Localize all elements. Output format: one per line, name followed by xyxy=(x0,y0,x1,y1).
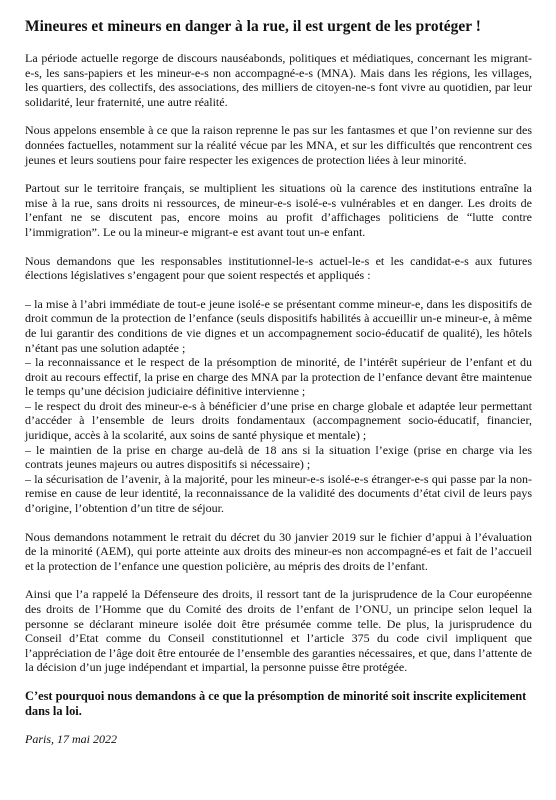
document-title: Mineures et mineurs en danger à la rue, il est urgent de les protéger ! xyxy=(25,18,481,35)
paragraph-demand-intro: Nous demandons que les responsables institutionnel-le-s actuel-le-s et les candidat-e-s aux futures élections législatives s’engagent pour que soient respectés et appliqués : xyxy=(25,253,532,283)
paragraph-appeal: Nous appelons ensemble à ce que la raison reprenne le pas sur les fantasmes et que l’on revienne sur des données factuelles, notamment sur la réalité vécue par les MNA, et sur les difficultés que rencontrent ces jeunes et leurs soutiens pour faire respecter les exigences de protection liées à leur minorité. xyxy=(25,123,532,167)
demands-list xyxy=(25,297,532,516)
demand-item-after-18: – le maintien de la prise en charge au-delà de 18 ans si la situation l’exige (prise en charge via les contrats jeunes majeurs ou autres dispositifs si nécessaire) ; xyxy=(25,442,532,472)
demand-item-presumption: – la reconnaissance et le respect de la présomption de minorité, de l’intérêt supérieur de l’enfant et du droit au recours effectif, la prise en charge des MNA par la protection de l’enfance devant être maintenue le temps qu’une décision judiciaire définitive intervienne ; xyxy=(25,355,532,399)
closing-statement: C’est pourquoi nous demandons à ce que la présomption de minorité soit inscrite explicitement dans la loi. xyxy=(25,688,527,718)
paragraph-jurisprudence: Ainsi que l’a rappelé la Défenseure des droits, il ressort tant de la jurisprudence de la Cour européenne des droits de l’Homme que du Comité des droits de l’enfant de l’ONU, un principe selon lequel la personne se déclarant mineure isolée doit être présumée comme telle. De plus, la jurisprudence du Conseil d’Etat comme du Conseil constitutionnel et l’article 375 du code civil impliquent que l’appréciation de l’âge doit être entourée de l’ensemble des garanties nécessaires, et que, dans l’attente de la décision d’un juge indépendant et impartial, la personne puisse être protégée. xyxy=(25,587,532,675)
signoff-place-date: Paris, 17 mai 2022 xyxy=(25,731,118,746)
paragraph-territory: Partout sur le territoire français, se multiplient les situations où la carence des institutions entraîne la mise à la rue, sans droits ni ressources, de mineur-e-s isolé-e-s vulnérables et en danger. Les droits de l’enfant ne se discutent pas, encore moins au profit d’affichages politiciens de “lutte contre l’immigration”. Le ou la mineur-e migrant-e est avant tout un-e enfant. xyxy=(25,181,532,239)
demand-item-global-care: – le respect du droit des mineur-e-s à bénéficier d’une prise en charge globale et adaptée leur permettant d’accéder à l’ensemble de leurs droits fondamentaux (accompagnement socio-éducatif, financier, juridique, accès à la scolarité, aux soins de santé physique et mentale) ; xyxy=(25,398,532,443)
demand-item-shelter: – la mise à l’abri immédiate de tout-e jeune isolé-e se présentant comme mineur-e, dans les dispositifs de droit commun de la protection de l’enfance (seuls dispositifs habilités à accueillir un-e mineur-e, à même de lui garantir des conditions de vie dignes et un accompagnement socio-éducatif de qualité), les hôtels n’étant pas une solution adaptée ; xyxy=(25,296,532,355)
paragraph-decree: Nous demandons notamment le retrait du décret du 30 janvier 2019 sur le fichier d’appui à l’évaluation de la minorité (AEM), qui porte atteinte aux droits des mineur-es non accompagné-es et fait de l’accueil et la protection de l’enfance une question policière, au mépris des droits de l’enfant. xyxy=(25,529,532,573)
paragraph-intro: La période actuelle regorge de discours nauséabonds, politiques et médiatiques, concernant les migrant-e-s, les sans-papiers et les mineur-e-s non accompagné-e-s (MNA). Mais dans les régions, les villages, les quartiers, des collectifs, des associations, des milliers de citoyen-ne-s font vivre au quotidien, par leur solidarité, leur fraternité, une autre réalité. xyxy=(25,51,532,109)
demand-item-future: – la sécurisation de l’avenir, à la majorité, pour les mineur-e-s isolé-e-s étranger-e-s qui passe par la non-remise en cause de leur identité, la reconnaissance de la validité des documents d’état civil de leurs pays d’origine, l’obtention d’un titre de séjour. xyxy=(25,471,532,516)
